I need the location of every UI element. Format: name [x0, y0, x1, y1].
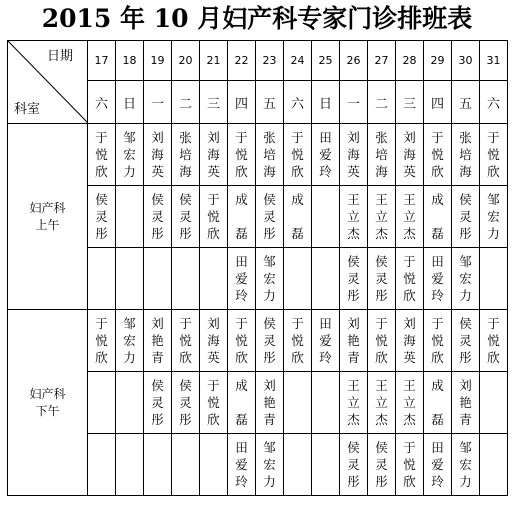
doctor-name: 刘 海 英	[207, 316, 220, 365]
date-cell: 31	[480, 41, 508, 81]
doctor-name: 王 立 杰	[375, 378, 388, 427]
doctor-name: 侯 灵 彤	[263, 192, 276, 241]
doctor-cell	[480, 248, 508, 310]
date-cell: 23	[256, 41, 284, 81]
doctor-cell	[200, 124, 228, 186]
doctor-cell	[200, 310, 228, 372]
date-cell: 25	[312, 41, 340, 81]
doctor-name: 侯 灵 彤	[263, 316, 276, 365]
date-cell: 20	[172, 41, 200, 81]
doctor-cell	[228, 186, 256, 248]
doctor-name: 侯 灵 彤	[179, 378, 192, 427]
doctor-cell	[256, 434, 284, 496]
doctor-name: 邹 宏 力	[263, 440, 276, 489]
doctor-name: 成 磊	[431, 378, 444, 427]
doctor-cell	[256, 310, 284, 372]
doctor-name: 王 立 杰	[403, 378, 416, 427]
doctor-cell	[144, 372, 172, 434]
doctor-cell	[312, 434, 340, 496]
doctor-cell	[144, 124, 172, 186]
doctor-cell	[452, 434, 480, 496]
doctor-cell	[116, 186, 144, 248]
doctor-name: 侯 灵 彤	[179, 192, 192, 241]
doctor-cell	[452, 372, 480, 434]
doctor-cell	[340, 124, 368, 186]
doctor-cell	[256, 372, 284, 434]
doctor-name: 田 爱 玲	[319, 130, 332, 179]
weekday-cell: 四	[424, 81, 452, 124]
doctor-cell	[368, 372, 396, 434]
doctor-cell	[88, 186, 116, 248]
doctor-cell	[312, 372, 340, 434]
doctor-cell	[480, 186, 508, 248]
doctor-cell	[172, 310, 200, 372]
doctor-name: 刘 艳 青	[347, 316, 360, 365]
date-cell: 28	[396, 41, 424, 81]
doctor-name: 于 悦 欣	[207, 192, 220, 241]
weekday-cell: 五	[452, 81, 480, 124]
doctor-name: 刘 海 英	[403, 316, 416, 365]
doctor-name: 王 立 杰	[375, 192, 388, 241]
doctor-name: 田 爱 玲	[319, 316, 332, 365]
date-axis-label: 日期	[46, 49, 73, 64]
weekday-cell: 二	[368, 81, 396, 124]
doctor-cell	[340, 186, 368, 248]
doctor-cell	[116, 124, 144, 186]
doctor-name: 于 悦 欣	[207, 378, 220, 427]
doctor-cell	[368, 310, 396, 372]
doctor-cell	[172, 186, 200, 248]
doctor-name: 张 培 海	[375, 130, 388, 179]
weekday-cell: 一	[144, 81, 172, 124]
doctor-name: 于 悦 欣	[235, 316, 248, 365]
doctor-name: 成 磊	[235, 192, 248, 241]
doctor-name: 刘 海 英	[347, 130, 360, 179]
doctor-cell	[396, 248, 424, 310]
doctor-name: 于 悦 欣	[487, 316, 500, 365]
doctor-name: 邹 宏 力	[459, 254, 472, 303]
doctor-name: 于 悦 欣	[179, 316, 192, 365]
doctor-cell	[116, 434, 144, 496]
date-cell: 26	[340, 41, 368, 81]
doctor-name: 刘 艳 青	[263, 378, 276, 427]
doctor-cell	[452, 310, 480, 372]
doctor-cell	[284, 186, 312, 248]
weekday-cell: 日	[116, 81, 144, 124]
date-cell: 22	[228, 41, 256, 81]
doctor-name: 邹 宏 力	[459, 440, 472, 489]
doctor-name: 刘 海 英	[207, 130, 220, 179]
doctor-cell	[340, 310, 368, 372]
doctor-cell	[228, 434, 256, 496]
department-label-line: 下午	[35, 403, 60, 418]
doctor-cell	[116, 310, 144, 372]
dept-axis-label: 科室	[14, 102, 41, 117]
doctor-cell	[228, 248, 256, 310]
doctor-cell	[256, 186, 284, 248]
doctor-cell	[144, 248, 172, 310]
date-cell: 19	[144, 41, 172, 81]
department-label-line: 上午	[35, 217, 60, 232]
doctor-name: 于 悦 欣	[95, 130, 108, 179]
doctor-name: 田 爱 玲	[431, 254, 444, 303]
doctor-cell	[312, 124, 340, 186]
doctor-cell	[172, 434, 200, 496]
doctor-name: 田 爱 玲	[235, 440, 248, 489]
weekday-cell: 五	[256, 81, 284, 124]
doctor-cell	[340, 372, 368, 434]
doctor-cell	[480, 124, 508, 186]
doctor-cell	[116, 248, 144, 310]
doctor-cell	[172, 372, 200, 434]
doctor-cell	[452, 124, 480, 186]
doctor-cell	[340, 248, 368, 310]
weekday-cell: 四	[228, 81, 256, 124]
doctor-cell	[256, 248, 284, 310]
doctor-name: 邹 宏 力	[123, 130, 136, 179]
doctor-cell	[200, 248, 228, 310]
doctor-cell	[452, 186, 480, 248]
date-cell: 30	[452, 41, 480, 81]
doctor-cell	[228, 310, 256, 372]
doctor-name: 刘 海 英	[403, 130, 416, 179]
doctor-cell	[340, 434, 368, 496]
doctor-cell	[256, 124, 284, 186]
doctor-name: 于 悦 欣	[95, 316, 108, 365]
doctor-cell	[368, 124, 396, 186]
doctor-cell	[88, 310, 116, 372]
doctor-cell	[424, 310, 452, 372]
doctor-cell	[284, 248, 312, 310]
doctor-cell	[368, 248, 396, 310]
doctor-name: 张 培 海	[459, 130, 472, 179]
doctor-name: 成 磊	[235, 378, 248, 427]
doctor-name: 侯 灵 彤	[375, 254, 388, 303]
doctor-name: 侯 灵 彤	[459, 316, 472, 365]
doctor-name: 邹 宏 力	[123, 316, 136, 365]
doctor-name: 侯 灵 彤	[95, 192, 108, 241]
doctor-cell	[116, 372, 144, 434]
doctor-cell	[144, 310, 172, 372]
doctor-name: 王 立 杰	[347, 378, 360, 427]
doctor-name: 于 悦 欣	[403, 254, 416, 303]
doctor-cell	[284, 310, 312, 372]
doctor-cell	[172, 248, 200, 310]
weekday-cell: 三	[200, 81, 228, 124]
weekday-cell: 六	[284, 81, 312, 124]
doctor-name: 邹 宏 力	[487, 192, 500, 241]
doctor-cell	[88, 372, 116, 434]
weekday-cell: 六	[88, 81, 116, 124]
doctor-cell	[172, 124, 200, 186]
doctor-cell	[396, 434, 424, 496]
doctor-cell	[228, 124, 256, 186]
page-title: 2015 年 10 月妇产科专家门诊排班表	[41, 4, 473, 33]
doctor-cell	[284, 434, 312, 496]
doctor-name: 于 悦 欣	[291, 316, 304, 365]
date-cell: 21	[200, 41, 228, 81]
doctor-name: 刘 艳 青	[151, 316, 164, 365]
department-label	[8, 124, 88, 310]
doctor-name: 张 培 海	[179, 130, 192, 179]
doctor-cell	[88, 434, 116, 496]
doctor-name: 刘 艳 青	[459, 378, 472, 427]
doctor-name: 张 培 海	[263, 130, 276, 179]
doctor-cell	[88, 248, 116, 310]
doctor-cell	[396, 372, 424, 434]
doctor-name: 田 爱 玲	[235, 254, 248, 303]
date-cell: 27	[368, 41, 396, 81]
doctor-cell	[144, 186, 172, 248]
doctor-name: 田 爱 玲	[431, 440, 444, 489]
doctor-cell	[368, 434, 396, 496]
department-label	[8, 310, 88, 496]
weekday-cell: 日	[312, 81, 340, 124]
doctor-name: 于 悦 欣	[375, 316, 388, 365]
doctor-name: 侯 灵 彤	[347, 440, 360, 489]
doctor-cell	[88, 124, 116, 186]
doctor-cell	[424, 186, 452, 248]
doctor-cell	[424, 124, 452, 186]
doctor-cell	[312, 186, 340, 248]
department-label-line: 妇产科	[29, 386, 66, 401]
weekday-cell: 二	[172, 81, 200, 124]
doctor-cell	[424, 372, 452, 434]
doctor-cell	[368, 186, 396, 248]
date-cell: 29	[424, 41, 452, 81]
doctor-name: 于 悦 欣	[487, 130, 500, 179]
doctor-cell	[312, 248, 340, 310]
doctor-name: 于 悦 欣	[431, 316, 444, 365]
schedule-table	[7, 40, 508, 496]
schedule-row	[8, 124, 508, 186]
doctor-cell	[284, 372, 312, 434]
date-cell: 24	[284, 41, 312, 81]
corner-header	[8, 41, 88, 124]
doctor-name: 王 立 杰	[347, 192, 360, 241]
department-label-line: 妇产科	[29, 200, 66, 215]
doctor-cell	[396, 310, 424, 372]
date-cell: 17	[88, 41, 116, 81]
doctor-name: 刘 海 英	[151, 130, 164, 179]
doctor-cell	[200, 434, 228, 496]
schedule-row	[8, 310, 508, 372]
doctor-name: 于 悦 欣	[235, 130, 248, 179]
doctor-cell	[144, 434, 172, 496]
doctor-cell	[424, 248, 452, 310]
doctor-name: 侯 灵 彤	[347, 254, 360, 303]
date-cell: 18	[116, 41, 144, 81]
doctor-name: 王 立 杰	[403, 192, 416, 241]
doctor-cell	[452, 248, 480, 310]
doctor-name: 于 悦 欣	[291, 130, 304, 179]
weekday-cell: 三	[396, 81, 424, 124]
doctor-cell	[284, 124, 312, 186]
doctor-cell	[480, 372, 508, 434]
doctor-cell	[396, 186, 424, 248]
doctor-cell	[228, 372, 256, 434]
doctor-cell	[396, 124, 424, 186]
doctor-name: 于 悦 欣	[431, 130, 444, 179]
doctor-name: 于 悦 欣	[403, 440, 416, 489]
doctor-name: 侯 灵 彤	[151, 378, 164, 427]
weekday-cell: 六	[480, 81, 508, 124]
doctor-cell	[200, 372, 228, 434]
weekday-cell: 一	[340, 81, 368, 124]
doctor-name: 侯 灵 彤	[375, 440, 388, 489]
doctor-name: 侯 灵 彤	[151, 192, 164, 241]
doctor-name: 成 磊	[431, 192, 444, 241]
doctor-cell	[480, 434, 508, 496]
doctor-cell	[200, 186, 228, 248]
doctor-cell	[424, 434, 452, 496]
doctor-name: 侯 灵 彤	[459, 192, 472, 241]
doctor-cell	[480, 310, 508, 372]
doctor-name: 邹 宏 力	[263, 254, 276, 303]
doctor-cell	[312, 310, 340, 372]
doctor-name: 成 磊	[291, 192, 304, 241]
